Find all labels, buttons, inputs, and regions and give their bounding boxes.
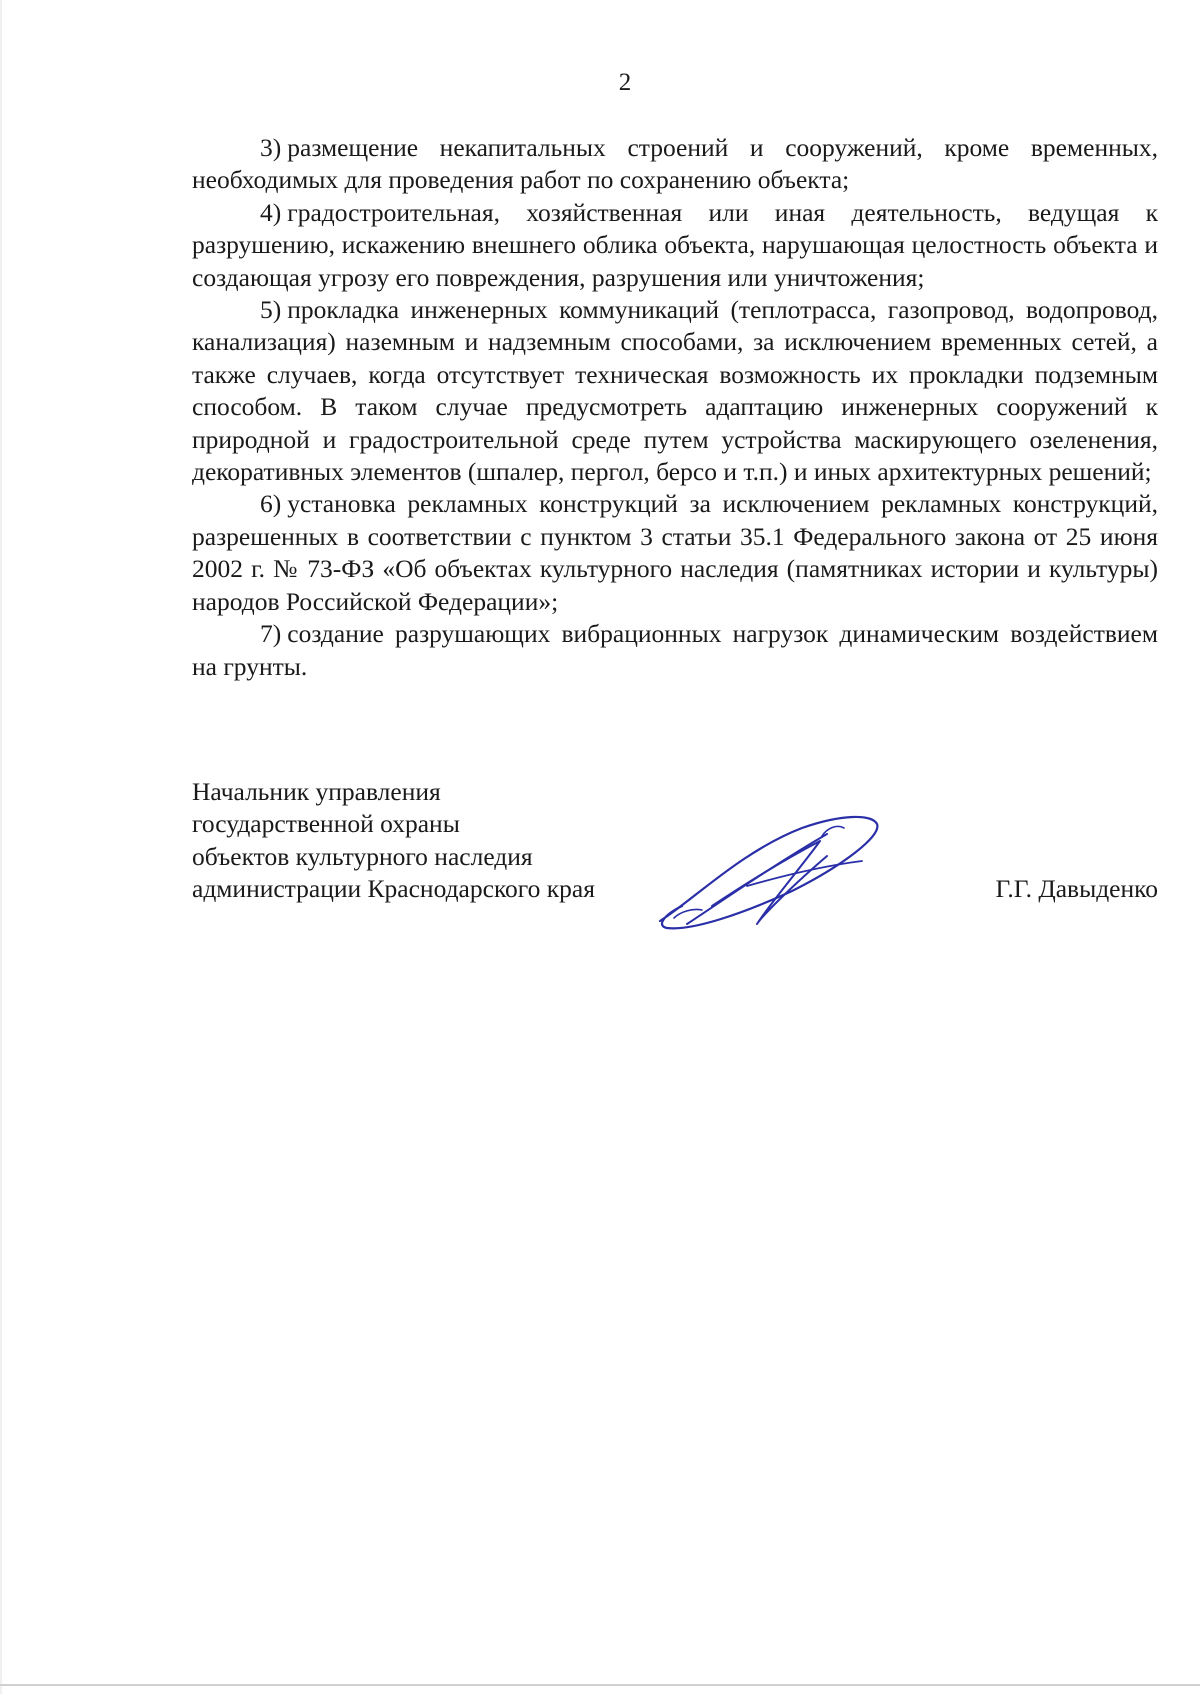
- signatory-position-line: объектов культурного наследия: [192, 841, 533, 871]
- list-item-number: 4): [260, 197, 282, 227]
- list-item-text: создание разрушающих вибрационных нагрузок динамическим воздействием на грунты.: [192, 619, 1158, 681]
- list-item-number: 6): [260, 489, 282, 519]
- signatory-position-line: администрации Краснодарского края: [192, 874, 595, 904]
- list-item-text: размещение некапитальных строений и сооружений, кроме временных, необходимых для проведения работ по сохранению объекта;: [192, 133, 1158, 195]
- list-item-7: [192, 618, 1158, 683]
- handwritten-signature: [652, 806, 902, 936]
- signatory-position-line: государственной охраны: [192, 809, 460, 839]
- signatory-name: Г.Г. Давыденко: [995, 874, 1158, 903]
- list-item-number: 7): [260, 619, 282, 649]
- list-item-4: [192, 197, 1158, 294]
- list-item-5: [192, 294, 1158, 488]
- document-body: [192, 132, 1158, 683]
- scan-edge: [0, 0, 2, 1694]
- signatory-position: [192, 776, 672, 906]
- list-item-6: [192, 488, 1158, 618]
- list-item-3: [192, 132, 1158, 197]
- list-item-number: 3): [260, 133, 282, 162]
- list-item-number: 5): [260, 295, 282, 325]
- signatory-position-line: Начальник управления: [192, 777, 441, 806]
- list-item-text: градостроительная, хозяйственная или иная деятельность, ведущая к разрушению, искажению внешнего облика объекта, нарушающая целостность объекта и создающая угрозу его повреждения, разрушения или уничтожения;: [192, 197, 1158, 292]
- list-item-text: прокладка инженерных коммуникаций (теплотрасса, газопровод, водопровод, канализация) наземным и надземным способами, за исключением временных сетей, а также случаев, когда отсутствует техническая возможность их прокладки подземным способом. В таком случае предусмотреть адаптацию инженерных сооружений к природной и градостроительной среде путем устройства маскирующего озеленения, декоративных элементов (шпалер, пергол, берсо и т.п.) и иных архитектурных решений;: [192, 295, 1158, 487]
- page-number: 2: [618, 69, 632, 96]
- scan-bottom-edge: [0, 1684, 1200, 1686]
- signature-block: [192, 776, 1158, 936]
- list-item-text: установка рекламных конструкций за исключением рекламных конструкций, разрешенных в соответствии с пунктом 3 статьи 35.1 Федерального закона от 25 июня 2002 г. № 73-ФЗ «Об объектах культурного наследия (памятниках истории и культуры) народов Российской Федерации»;: [192, 489, 1158, 616]
